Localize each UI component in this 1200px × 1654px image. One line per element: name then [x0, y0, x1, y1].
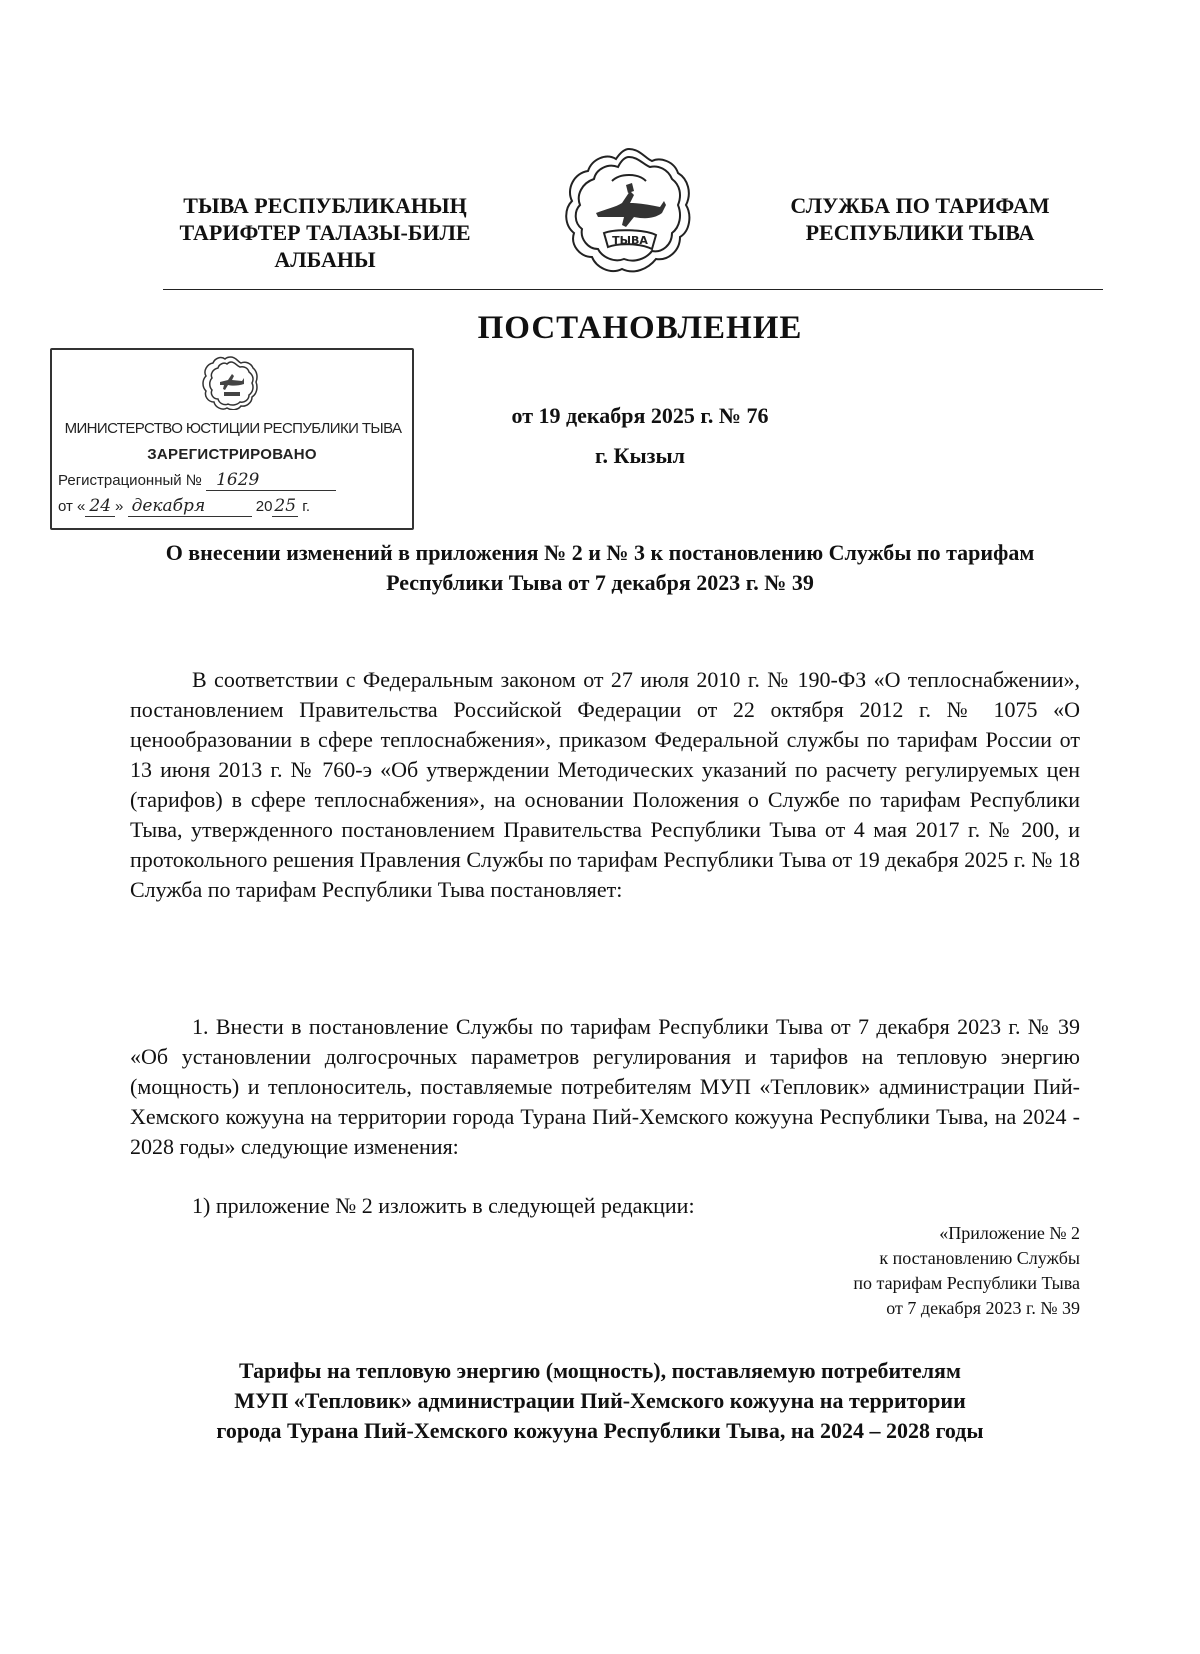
stamp-reg-label: Регистрационный № [58, 472, 202, 489]
header-left-line: ТЫВА РЕСПУБЛИКАНЫҢ [183, 193, 467, 218]
appendix-line: от 7 декабря 2023 г. № 39 [886, 1298, 1080, 1318]
header-right-line: РЕСПУБЛИКИ ТЫВА [805, 220, 1035, 245]
tuva-emblem-icon [560, 143, 698, 281]
stamp-emblem-icon [202, 354, 260, 410]
document-subject: О внесении изменений в приложения № 2 и № 3 к постановлению Службы по тарифам Республики Тыва от 7 декабря 2023 г. № 39 [165, 540, 1035, 595]
stamp-year-prefix: 20 [255, 498, 273, 515]
document-city: г. Кызыл [595, 443, 685, 468]
tariff-title-line: МУП «Тепловик» администрации Пий-Хемского кожууна на территории [234, 1388, 966, 1413]
tariff-title-line: города Турана Пий-Хемского кожууна Республики Тыва, на 2024 – 2028 годы [216, 1418, 984, 1443]
stamp-registration-number-line [58, 470, 336, 491]
body-paragraph-preamble: В соответствии с Федеральным законом от 27 июля 2010 г. № 190-ФЗ «О теплоснабжении», постановлением Правительства Российской Федерации от 22 октября 2012 г. № 1075 «О ценообразовании в сфере теплоснабжения», приказом Федеральной службы по тарифам России от 13 июня 2013 г. № 760-э «Об утверждении Методических указаний по расчету регулируемых цен (тарифов) в сфере теплоснабжения», на основании Положения о Службе по тарифам Республики Тыва, утвержденного постановлением Правительства Республики Тыва от 4 мая 2017 г. № 200, и протокольного решения Правления Службы по тарифам Республики Тыва от 19 декабря 2025 г. № 18 Служба по тарифам Республики Тыва постановляет: [130, 667, 1080, 902]
appendix-reference [760, 1221, 1080, 1321]
tariff-table-title [110, 1356, 1090, 1446]
stamp-date-suffix: г. [302, 498, 311, 515]
stamp-ministry-label: МИНИСТЕРСТВО ЮСТИЦИИ РЕСПУБЛИКИ ТЫВА [64, 420, 402, 437]
header-left-title [150, 192, 500, 273]
stamp-date-month: декабря [131, 496, 206, 516]
appendix-line: к постановлению Службы [879, 1248, 1080, 1268]
registration-stamp [50, 348, 414, 530]
emblem-text: ТЫВА [612, 234, 648, 247]
appendix-line: «Приложение № 2 [939, 1223, 1080, 1243]
stamp-date-day: 24 [89, 496, 112, 516]
stamp-reg-number: 1629 [216, 470, 260, 490]
stamp-date-year: 25 [274, 496, 297, 516]
body-paragraph-subitem-1: 1) приложение № 2 изложить в следующей редакции: [192, 1193, 695, 1218]
tariff-title-line: Тарифы на тепловую энергию (мощность), поставляемую потребителям [239, 1358, 961, 1383]
header-right-line: СЛУЖБА ПО ТАРИФАМ [790, 193, 1050, 218]
header-divider [163, 289, 1103, 290]
body-paragraph-item-1: 1. Внести в постановление Службы по тарифам Республики Тыва от 7 декабря 2023 г. № 39 «Об установлении долгосрочных параметров регулирования и тарифов на тепловую энергию (мощность) и теплоноситель, поставляемые потребителям МУП «Тепловик» администрации Пий-Хемского кожууна на территории города Турана Пий-Хемского кожууна Республики Тыва, на 2024 - 2028 годы» следующие изменения: [130, 1014, 1080, 1159]
stamp-registered-label: ЗАРЕГИСТРИРОВАНО [147, 446, 317, 463]
appendix-line: по тарифам Республики Тыва [853, 1273, 1080, 1293]
header-left-line: ТАРИФТЕР ТАЛАЗЫ-БИЛЕ [179, 220, 471, 245]
stamp-date-line [58, 496, 310, 517]
header-right-title [760, 192, 1080, 246]
stamp-date-prefix: от « [58, 498, 86, 515]
document-date-number: от 19 декабря 2025 г. № 76 [511, 403, 769, 428]
document-type-title: ПОСТАНОВЛЕНИЕ [477, 310, 803, 346]
stamp-date-mid: » [115, 498, 124, 515]
header-left-line: АЛБАНЫ [274, 247, 376, 272]
